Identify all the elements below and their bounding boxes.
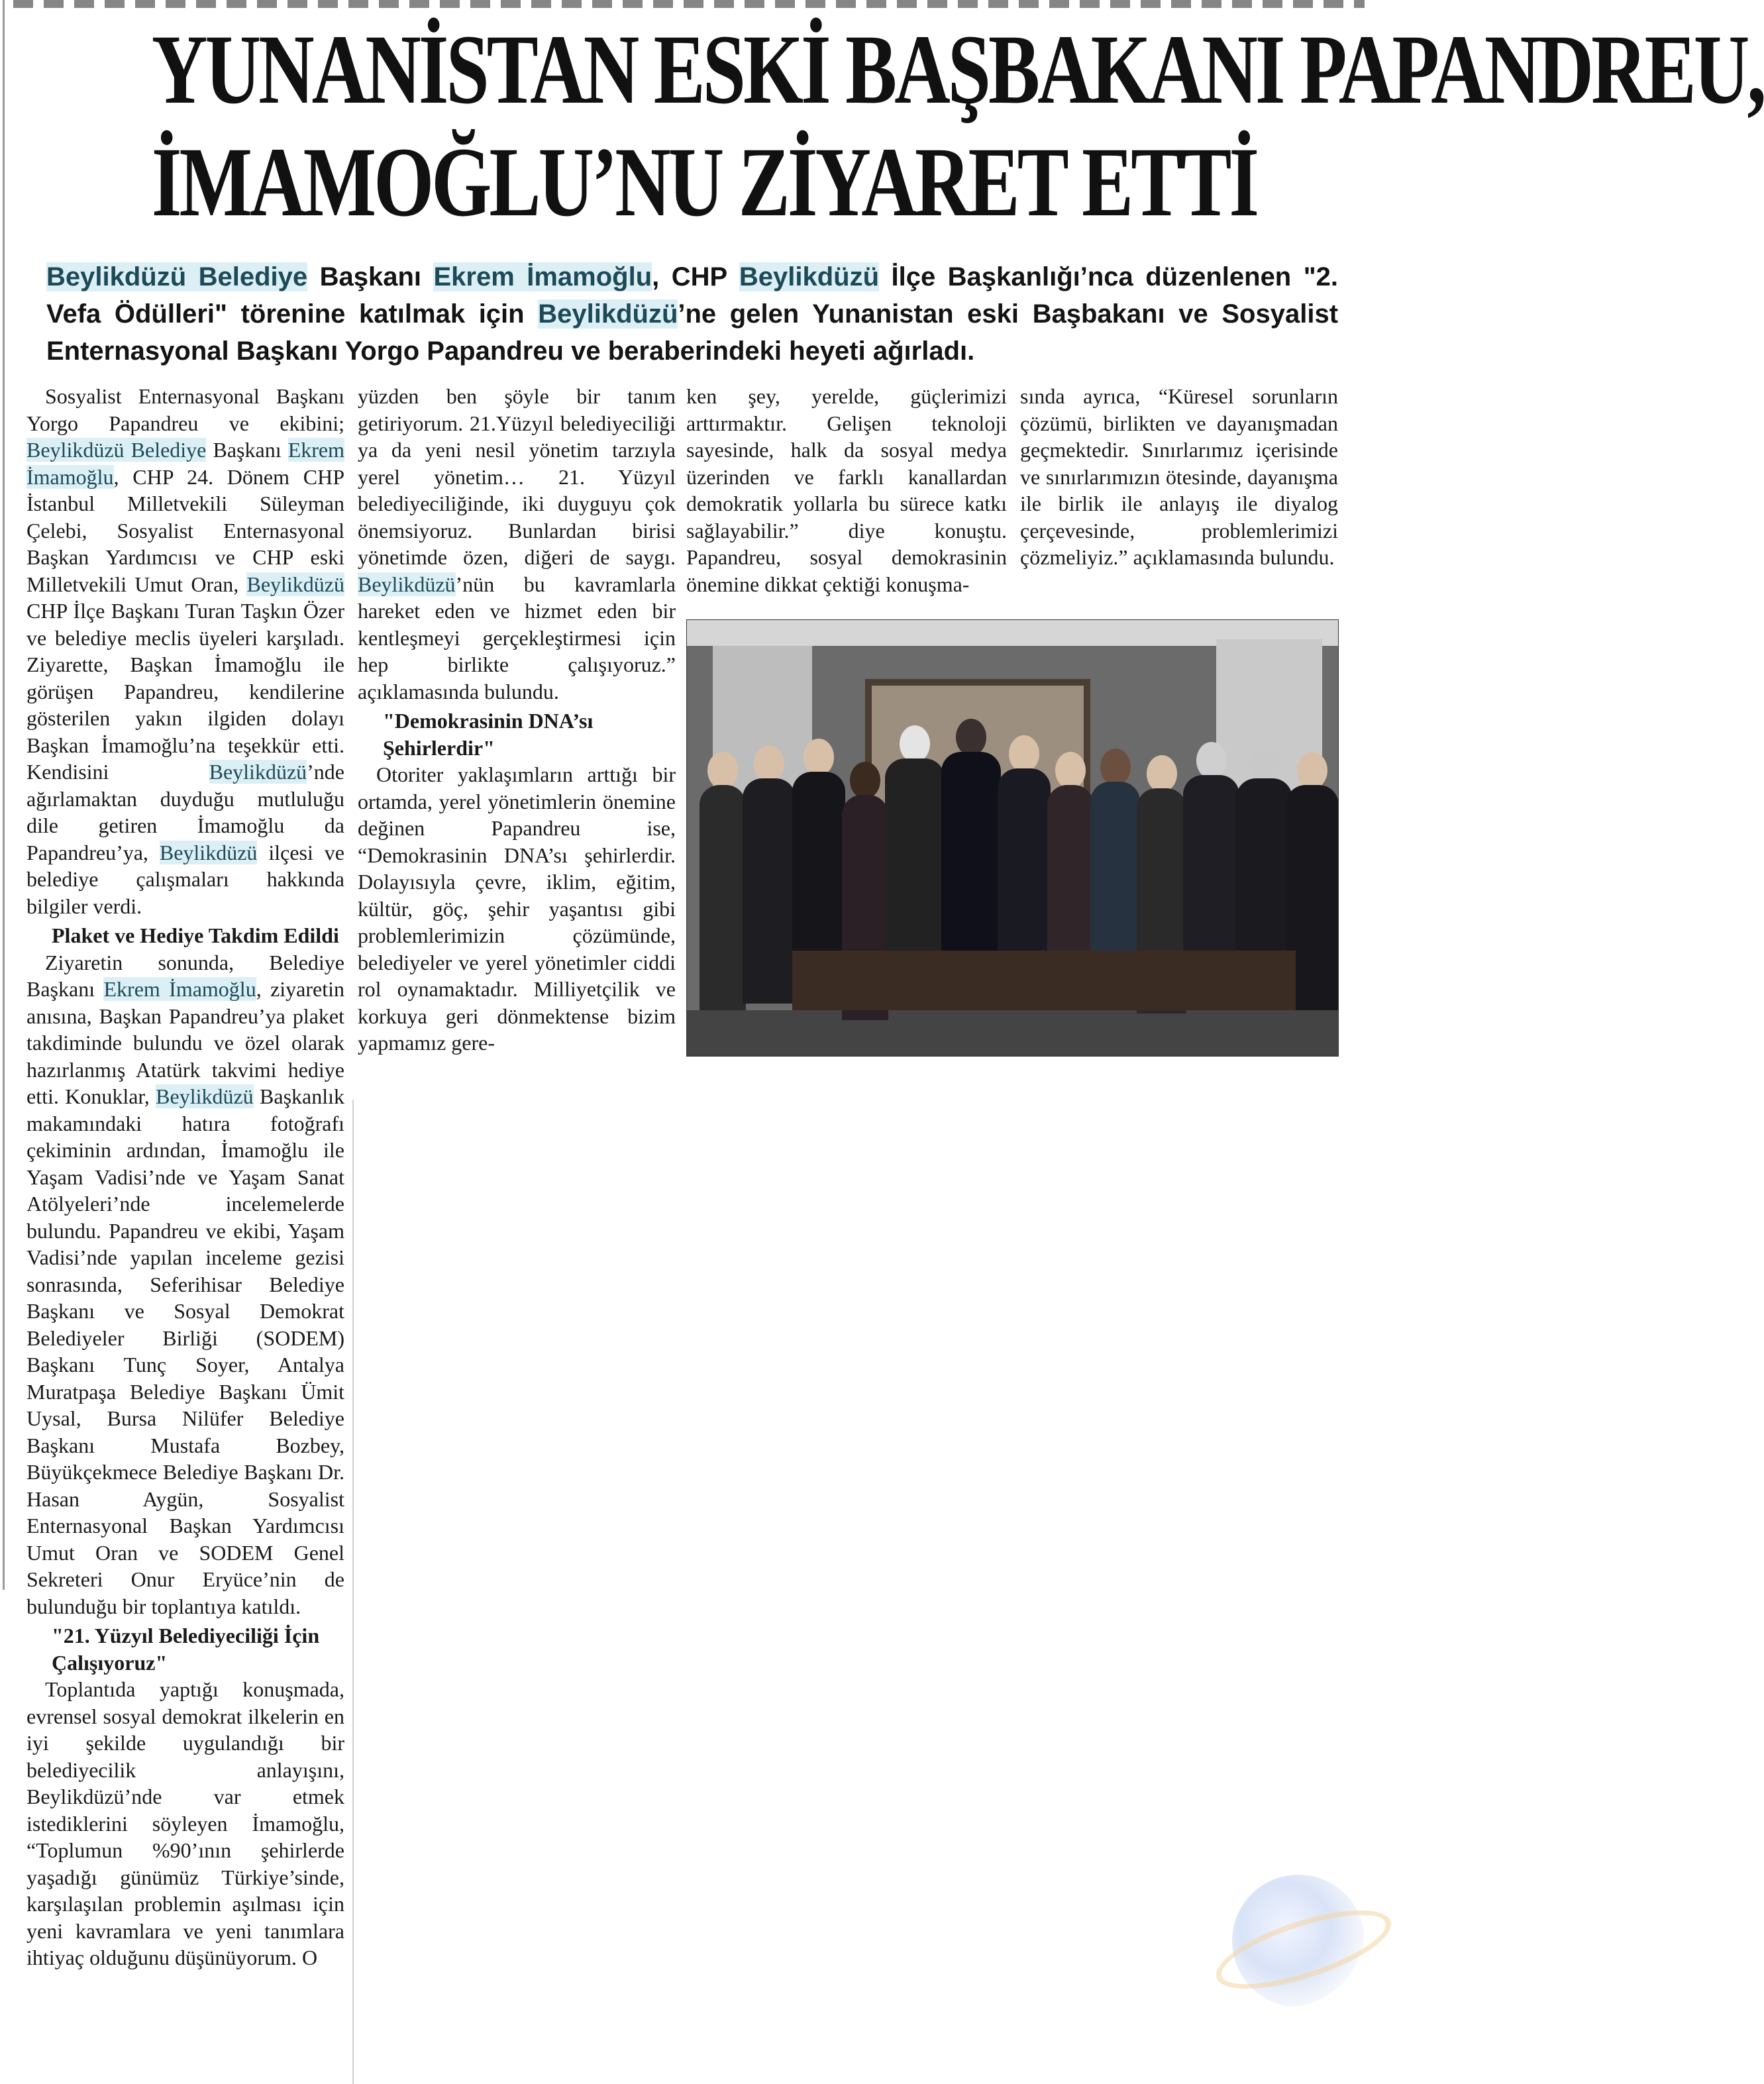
lead-highlight: Beylikdüzü Belediye: [46, 262, 308, 291]
body-text: Başkanlık makamındaki hatıra fotoğrafı çekiminin ardından, İmamoğlu ile Yaşam Vadisi’nde ve Yaşam Sanat Atölyeleri’nde incelemelerde bulundu. Papandreu ve ekibi, Yaşam Vadisi’nde yapılan inceleme gezisi sonrasında, Seferihisar Belediye Başkanı ve Sosyal Demokrat Belediyeler Birliği (SODEM) Başkanı Tunç Soyer, Antalya Muratpaşa Belediye Başkanı Ümit Uysal, Bursa Nilüfer Belediye Başkanı Mustafa Bozbey, Büyükçekmece Belediye Başkanı Dr. Hasan Aygün, Sosyalist Enternasyonal Başkan Yardımcısı Umut Oran ve SODEM Genel Sekreteri Onur Eryüce’nin de bulunduğu bir toplantıya katıldı.: [26, 1084, 344, 1618]
lead-highlight: Ekrem İmamoğlu: [433, 262, 652, 291]
subheading-plaket: Plaket ve Hediye Takdim Edildi: [52, 923, 339, 947]
photo-person: [743, 745, 796, 1010]
article-column-2: [358, 383, 676, 1057]
body-highlight: Beylikdüzü: [159, 840, 258, 864]
body-text: , ziyaretin anısına, Başkan Papandreu’ya plaket takdiminde bulundu ve özel olarak hazırlanmış Atatürk takvimi hediye etti. Konuklar,: [26, 977, 345, 1108]
body-text: yüzden ben şöyle bir tanım getiriyorum. 21.Yüzyıl belediyeciliği ya da yeni nesil yönetim tarzıyla yerel yönetim… 21. Yüzyıl belediyeciliğinde, iki duyguyu çok önemsiyoruz. Bunlardan birisi yönetimde özen, diğeri de saygı.: [358, 384, 676, 569]
lead-highlight: Beylikdüzü: [538, 299, 678, 329]
lead-text: ’ne gelen Yunanistan eski Başbakanı ve Sosyalist Enternasyonal Başkanı Yorgo Papandreu ve beraberindeki heyeti ağırladı.: [46, 299, 1339, 366]
news-photo: [686, 619, 1339, 1057]
body-highlight: Beylikdüzü Belediye: [26, 438, 207, 462]
lead-paragraph: [46, 258, 1338, 370]
body-highlight: Beylikdüzü: [358, 572, 456, 596]
photo-person: [700, 752, 746, 1010]
body-text: ’nün bu kavramlarla hareket eden ve hizmet eden bir kentleşmeyi gerçekleştirmesi için hep birlikte çalışıyoruz.” açıklamasında bulundu.: [358, 572, 676, 703]
body-text: Başkanı: [206, 438, 288, 462]
body-paragraph: Toplantıda yaptığı konuşmada, evrensel sosyal demokrat ilkelerin en iyi şekilde uygulandığı bir belediyecilik anlayışını, Beylikdüzü’nde var etmek istediklerini söyleyen İmamoğlu, “Toplumun %90’ının şehirlerde yaşadığı günümüz Türkiye’sinde, karşılaşılan problemin aşılması için yeni kavramlara ve yeni tanımlara ihtiyaç olduğunu düşünüyorum. O: [26, 1677, 344, 1969]
body-text: ilçesi ve belediye çalışmaları hakkında bilgiler verdi.: [26, 840, 344, 918]
body-text: Ziyaretin sonunda, Belediye Başkanı: [26, 950, 344, 1001]
body-paragraph: sında ayrıca, “Küresel sorunların çözümü, birlikten ve dayanışmadan geçmektedir. Sınırlarımız içerisinde ve sınırlarımızın ötesinde, dayanışma ile birlik ile anlayış ile diyalog çerçevesinde, problemlerimizi çözmeliyiz.” açıklamasında bulundu.: [1020, 384, 1338, 569]
body-highlight: Ekrem İmamoğlu: [26, 438, 345, 489]
body-text: , CHP 24. Dönem CHP İstanbul Milletvekili Süleyman Çelebi, Sosyalist Enternasyonal Başkan Yardımcısı ve CHP eski Milletvekili Umut Oran,: [26, 464, 344, 596]
body-text: ’nde ağırlamaktan duyduğu mutluluğu dile getiren İmamoğlu da Papandreu’ya,: [26, 760, 344, 864]
body-paragraph: Otoriter yaklaşımların arttığı bir ortamda, yerel yönetimlerin önemine değinen Papandreu ise, “Demokrasinin DNA’sı şehirlerdir. Dolayısıyla çevre, iklim, eğitim, kültür, göç, şehir yaşantısı gibi problemlerimizin çözümünde, belediyeler ve yerel yönetimler ciddi rol oynamaktadır. Milliyetçilik ve korkuya geri dönmektense bizim yapmamız gere-: [358, 762, 676, 1055]
body-paragraph: ken şey, yerelde, güçlerimizi arttırmaktır. Gelişen teknoloji sayesinde, halk da sosyal medya üzerinden ve farklı kanallardan demokratik yollarla bu sürece katkı sağlayabilir.” diye konuştu. Papandreu, sosyal demokrasinin önemine dikkat çektiği konuşma-: [686, 384, 1007, 596]
lead-text: , CHP: [652, 262, 739, 291]
body-paragraph: [358, 383, 676, 705]
article-column-4: [1020, 383, 1338, 571]
lead-highlight: Beylikdüzü: [739, 262, 880, 291]
body-highlight: Beylikdüzü: [246, 572, 344, 596]
body-paragraph: [26, 383, 344, 919]
subheading-demokrasi: "Demokrasinin DNA’sı Şehirlerdir": [383, 709, 594, 760]
body-paragraph: [26, 949, 344, 1620]
body-highlight: Beylikdüzü: [156, 1084, 254, 1108]
body-text: CHP İlçe Başkanı Turan Taşkın Özer ve belediye meclis üyeleri karşıladı. Ziyarette, Başkan İmamoğlu ile görüşen Papandreu, kendilerine gösterilen yakın ilgiden dolayı Başkan İmamoğlu’na teşekkür etti. Kendisini: [26, 599, 344, 784]
column-divider: [352, 1100, 354, 2084]
article-column-1: [26, 383, 344, 1971]
photo-floor: [686, 1010, 1339, 1057]
headline-line-1: YUNANİSTAN ESKİ BAŞBAKANI PAPANDREU,: [151, 15, 1764, 125]
body-text: Sosyalist Enternasyonal Başkanı Yorgo Papandreu ve ekibini;: [26, 384, 344, 435]
clipping-top-edge: [13, 0, 1365, 8]
subheading-21-yuzyil: "21. Yüzyıl Belediyeciliği İçin Çalışıyoruz": [52, 1624, 320, 1675]
body-highlight: Beylikdüzü: [209, 760, 307, 784]
lead-text: İlçe Başkanlığı’nca düzenlenen "2. Vefa Ödülleri" törenine katılmak için: [46, 262, 1339, 329]
headline-line-2: İMAMOĞLU’NU ZİYARET ETTİ: [151, 127, 1257, 237]
clipping-left-rule: [3, 0, 5, 1590]
article-column-3: [686, 383, 1007, 598]
headline: [0, 13, 1764, 238]
body-highlight: Ekrem İmamoğlu: [103, 977, 256, 1001]
lead-text: Başkanı: [307, 262, 434, 291]
photo-desk: [792, 951, 1296, 1010]
